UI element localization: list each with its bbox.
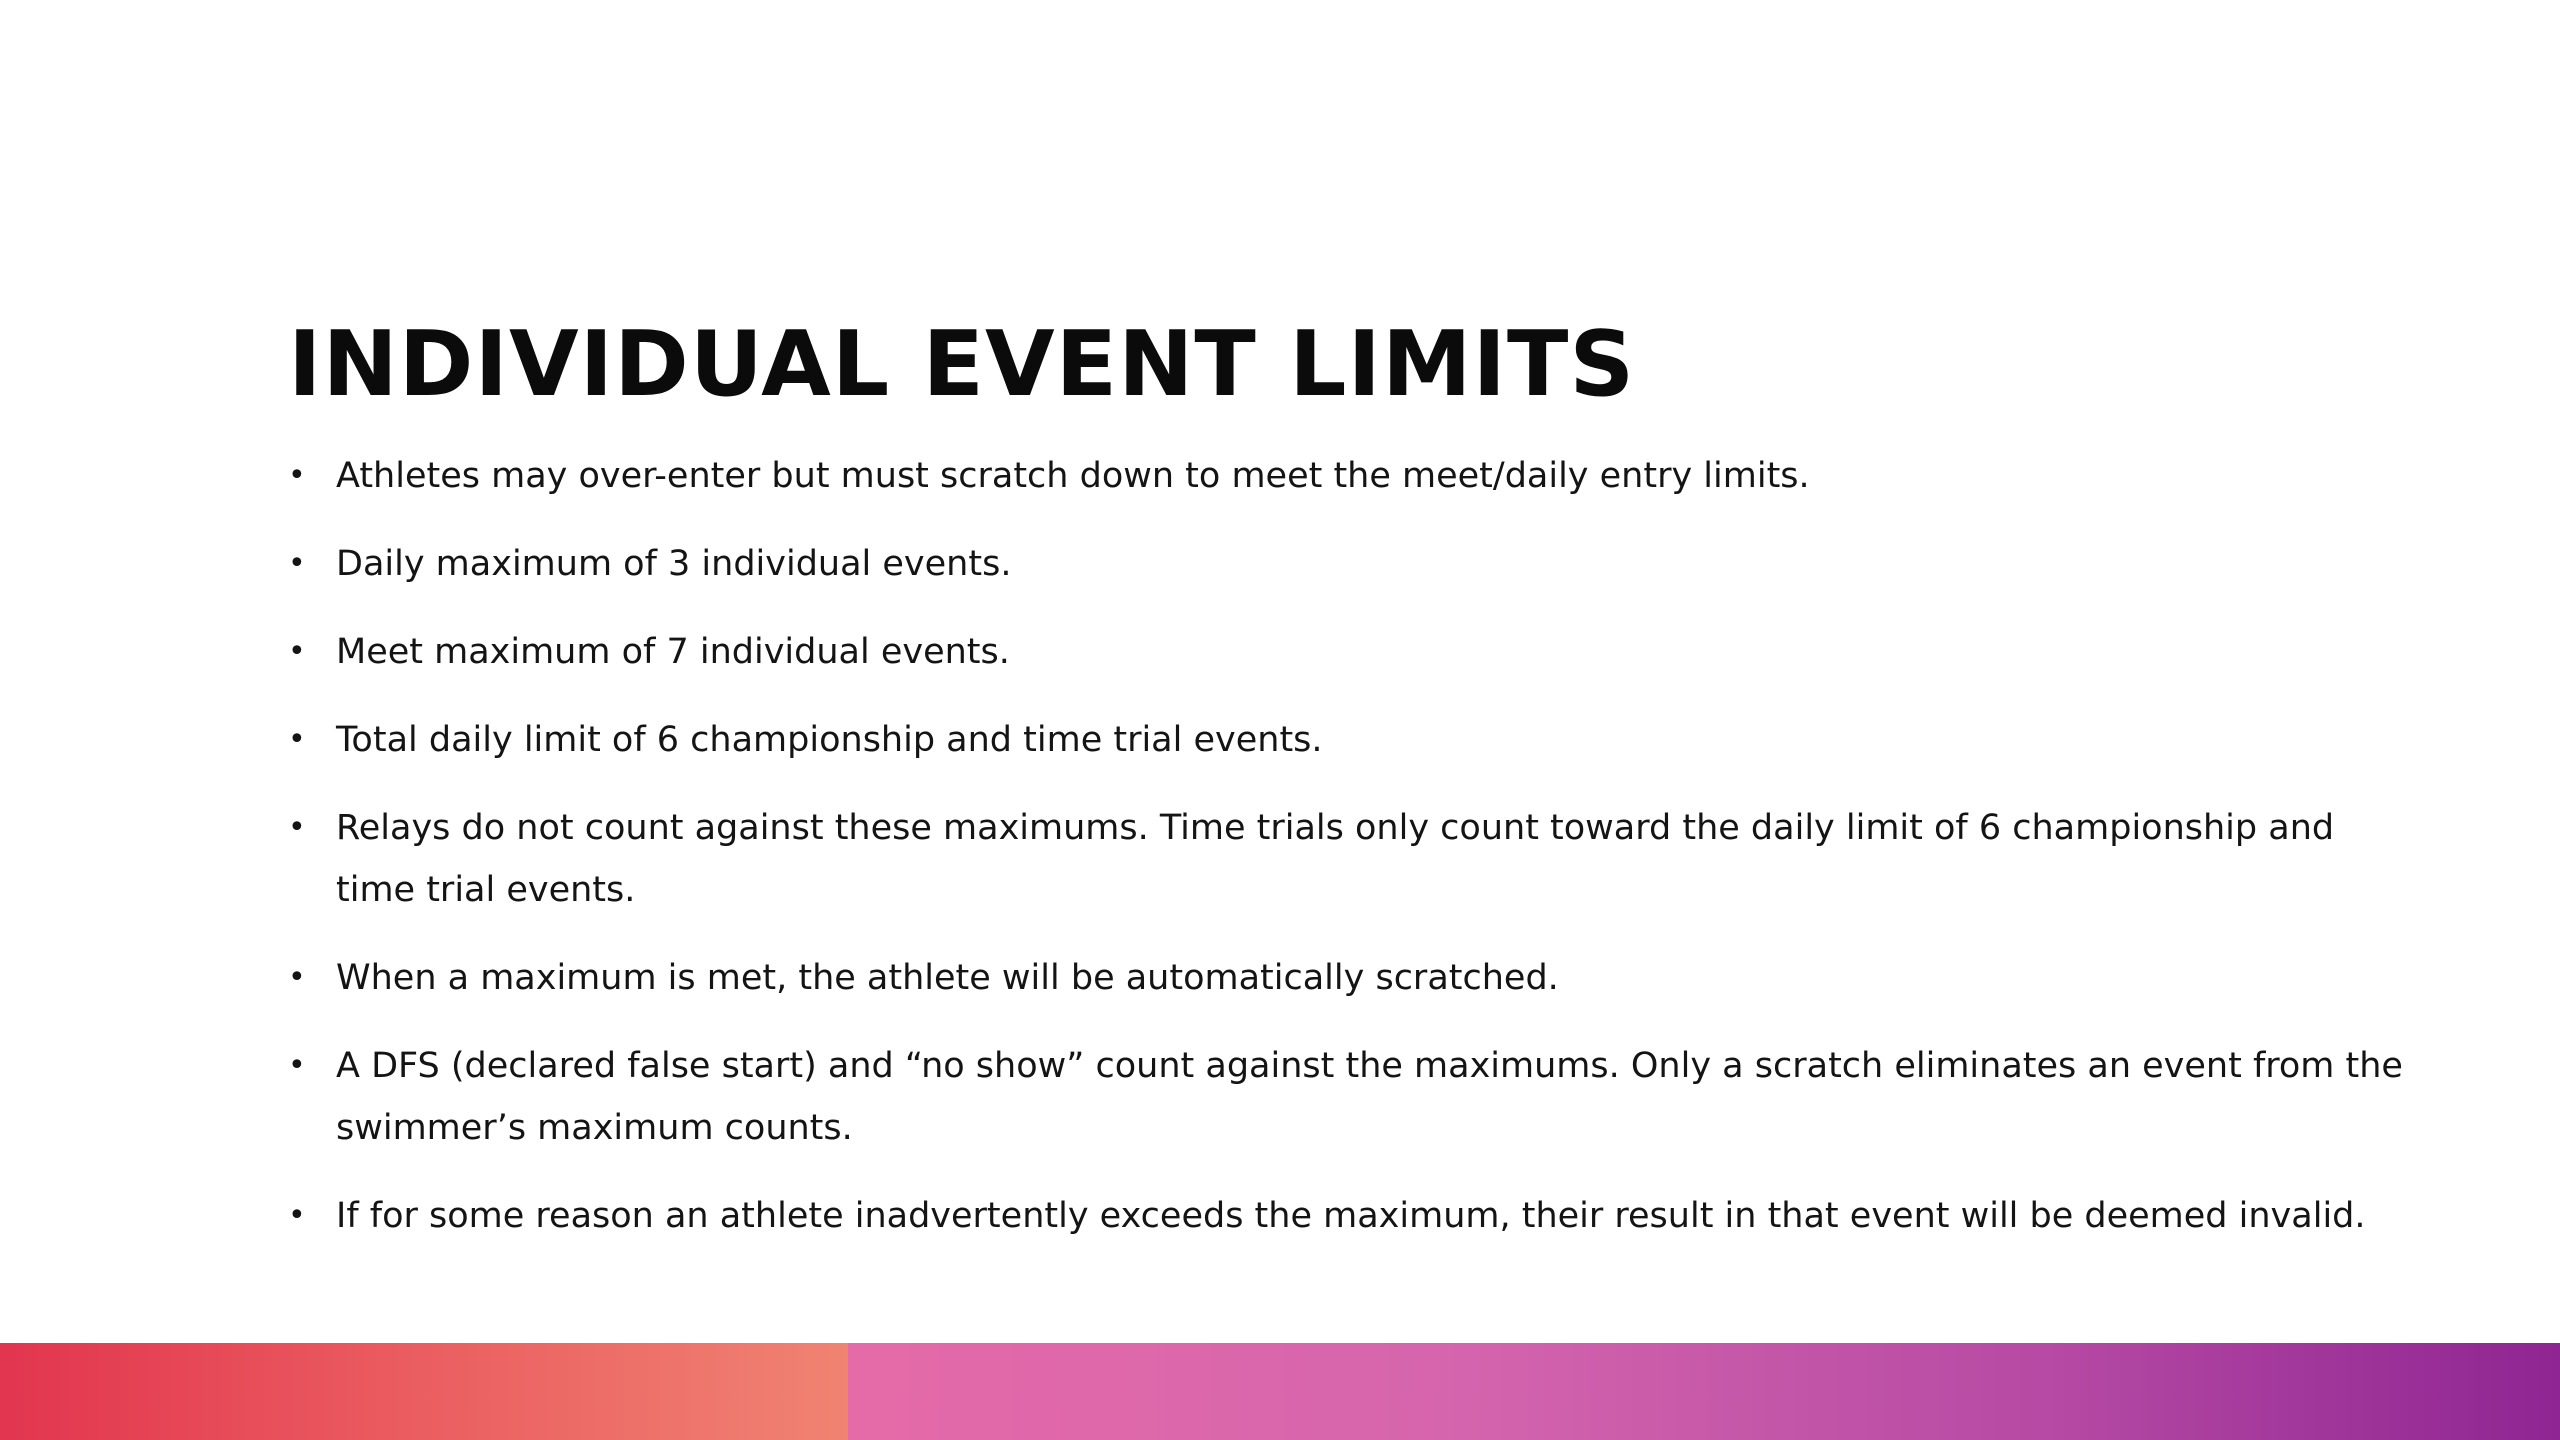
bullet-text: Athletes may over-enter but must scratch down to meet the meet/daily entry limits. <box>336 456 1810 496</box>
bullet-item <box>288 621 2408 683</box>
footer-band-left <box>0 1343 848 1440</box>
bullet-text: Meet maximum of 7 individual events. <box>336 632 1010 672</box>
bullet-item <box>288 709 2408 771</box>
footer-gradient-band <box>0 1343 2560 1440</box>
bullet-text: Daily maximum of 3 individual events. <box>336 544 1012 584</box>
bullet-dot: • <box>288 634 306 669</box>
bullet-item <box>288 1185 2408 1247</box>
bullet-dot: • <box>288 960 306 995</box>
bullet-item <box>288 445 2408 507</box>
bullet-text: Relays do not count against these maximums. Time trials only count toward the daily limit of 6 championship and time trial events. <box>336 808 2335 910</box>
bullet-text: If for some reason an athlete inadvertently exceeds the maximum, their result in that event will be deemed invalid. <box>336 1196 2366 1236</box>
bullet-text: A DFS (declared false start) and “no show” count against the maximums. Only a scratch eliminates an event from the swimmer’s maximum counts. <box>336 1046 2403 1148</box>
bullet-list <box>288 445 2408 1273</box>
slide-title: INDIVIDUAL EVENT LIMITS <box>288 312 1636 417</box>
bullet-text: When a maximum is met, the athlete will be automatically scratched. <box>336 958 1559 998</box>
bullet-dot: • <box>288 458 306 493</box>
bullet-dot: • <box>288 1198 306 1233</box>
bullet-item <box>288 797 2408 921</box>
bullet-text: Total daily limit of 6 championship and time trial events. <box>336 720 1323 760</box>
bullet-dot: • <box>288 722 306 757</box>
footer-band-right <box>848 1343 2560 1440</box>
bullet-dot: • <box>288 810 306 845</box>
bullet-item <box>288 1035 2408 1159</box>
bullet-item <box>288 533 2408 595</box>
bullet-dot: • <box>288 1048 306 1083</box>
bullet-dot: • <box>288 546 306 581</box>
bullet-item <box>288 947 2408 1009</box>
